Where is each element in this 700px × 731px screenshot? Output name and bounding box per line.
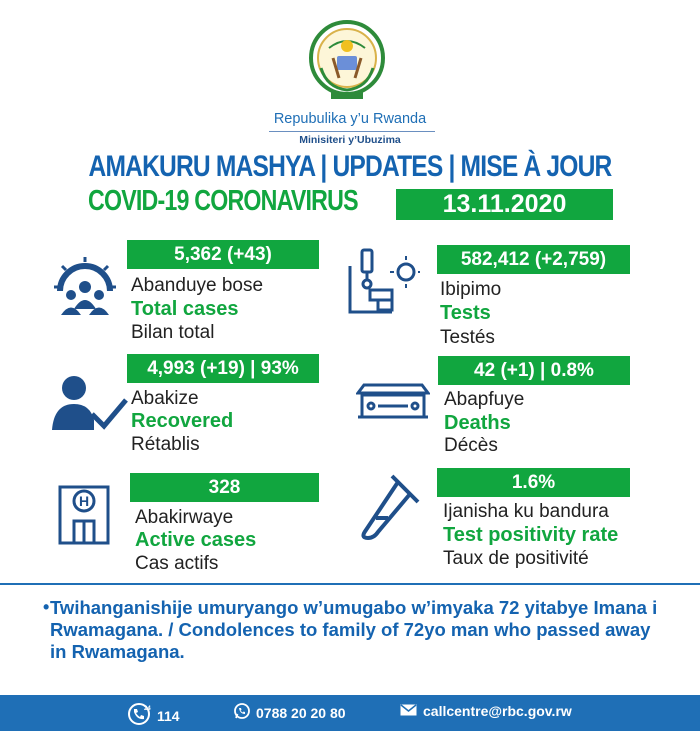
deaths-label-fr: Décès [444,435,498,456]
coffin-icon [356,381,430,421]
email-contact[interactable] [400,703,572,719]
total-cases-label-fr: Bilan total [131,322,215,343]
tests-label-fr: Testés [440,327,495,348]
recovered-label-fr: Rétablis [131,434,200,455]
positivity-label-en: Test positivity rate [443,524,619,546]
condolence-note: Twihanganishije umuryango w’umugabo w’imyaka 72 yitabye Imana i Rwamagana. / Condolences to family of 72yo man who passed away in Rwamagana. [50,597,658,662]
page-subtitle: COVID-19 CORONAVIRUS [88,185,358,217]
positivity-label-rw: Ijanisha ku bandura [443,501,609,522]
total-cases-label-en: Total cases [131,298,239,320]
recovered-label-rw: Abakize [131,388,199,409]
hospital-icon [56,479,112,545]
date-badge: 13.11.2020 [396,189,613,220]
email-address: callcentre@rbc.gov.rw [423,703,572,719]
tests-value: 582,412 (+2,759) [437,245,630,274]
test-tube-icon [352,472,422,542]
svg-text:H: H [78,493,90,509]
microscope-icon [348,246,420,320]
people-virus-icon [54,257,116,319]
active-cases-label-en: Active cases [135,529,257,551]
phone-24h-icon [127,703,151,728]
active-cases-label-fr: Cas actifs [135,553,219,574]
total-cases-label-rw: Abanduye bose [131,275,264,296]
hotline-number: 114 [157,707,180,724]
section-divider [0,583,700,585]
deaths-value: 42 (+1) | 0.8% [438,356,630,385]
whatsapp-icon [234,703,250,722]
total-cases-value: 5,362 (+43) [127,240,319,269]
rwanda-emblem-logo [307,18,387,104]
positivity-value: 1.6% [437,468,630,497]
envelope-icon [400,703,417,719]
recovered-label-en: Recovered [131,410,234,432]
whatsapp-number: 0788 20 20 80 [256,704,346,721]
header-divider [269,131,435,132]
deaths-label-en: Deaths [444,412,511,434]
deaths-label-rw: Abapfuye [444,389,525,410]
tests-label-en: Tests [440,302,491,324]
page-title: AMAKURU MASHYA | UPDATES | MISE À JOUR [88,150,612,183]
footer-bar [0,695,700,731]
ministry-name: Minisiteri y’Ubuzima [299,134,401,146]
note-bullet: • [43,597,50,617]
positivity-label-fr: Taux de positivité [443,548,589,569]
hotline-contact[interactable] [127,703,180,728]
svg-text:24: 24 [144,706,151,712]
active-cases-value: 328 [130,473,319,502]
recovered-value: 4,993 (+19) | 93% [127,354,319,383]
person-check-icon [50,374,128,434]
tests-label-rw: Ibipimo [440,279,502,300]
whatsapp-contact[interactable] [234,703,346,722]
active-cases-label-rw: Abakirwaye [135,507,234,528]
country-name: Repubulika y’u Rwanda [273,111,427,127]
